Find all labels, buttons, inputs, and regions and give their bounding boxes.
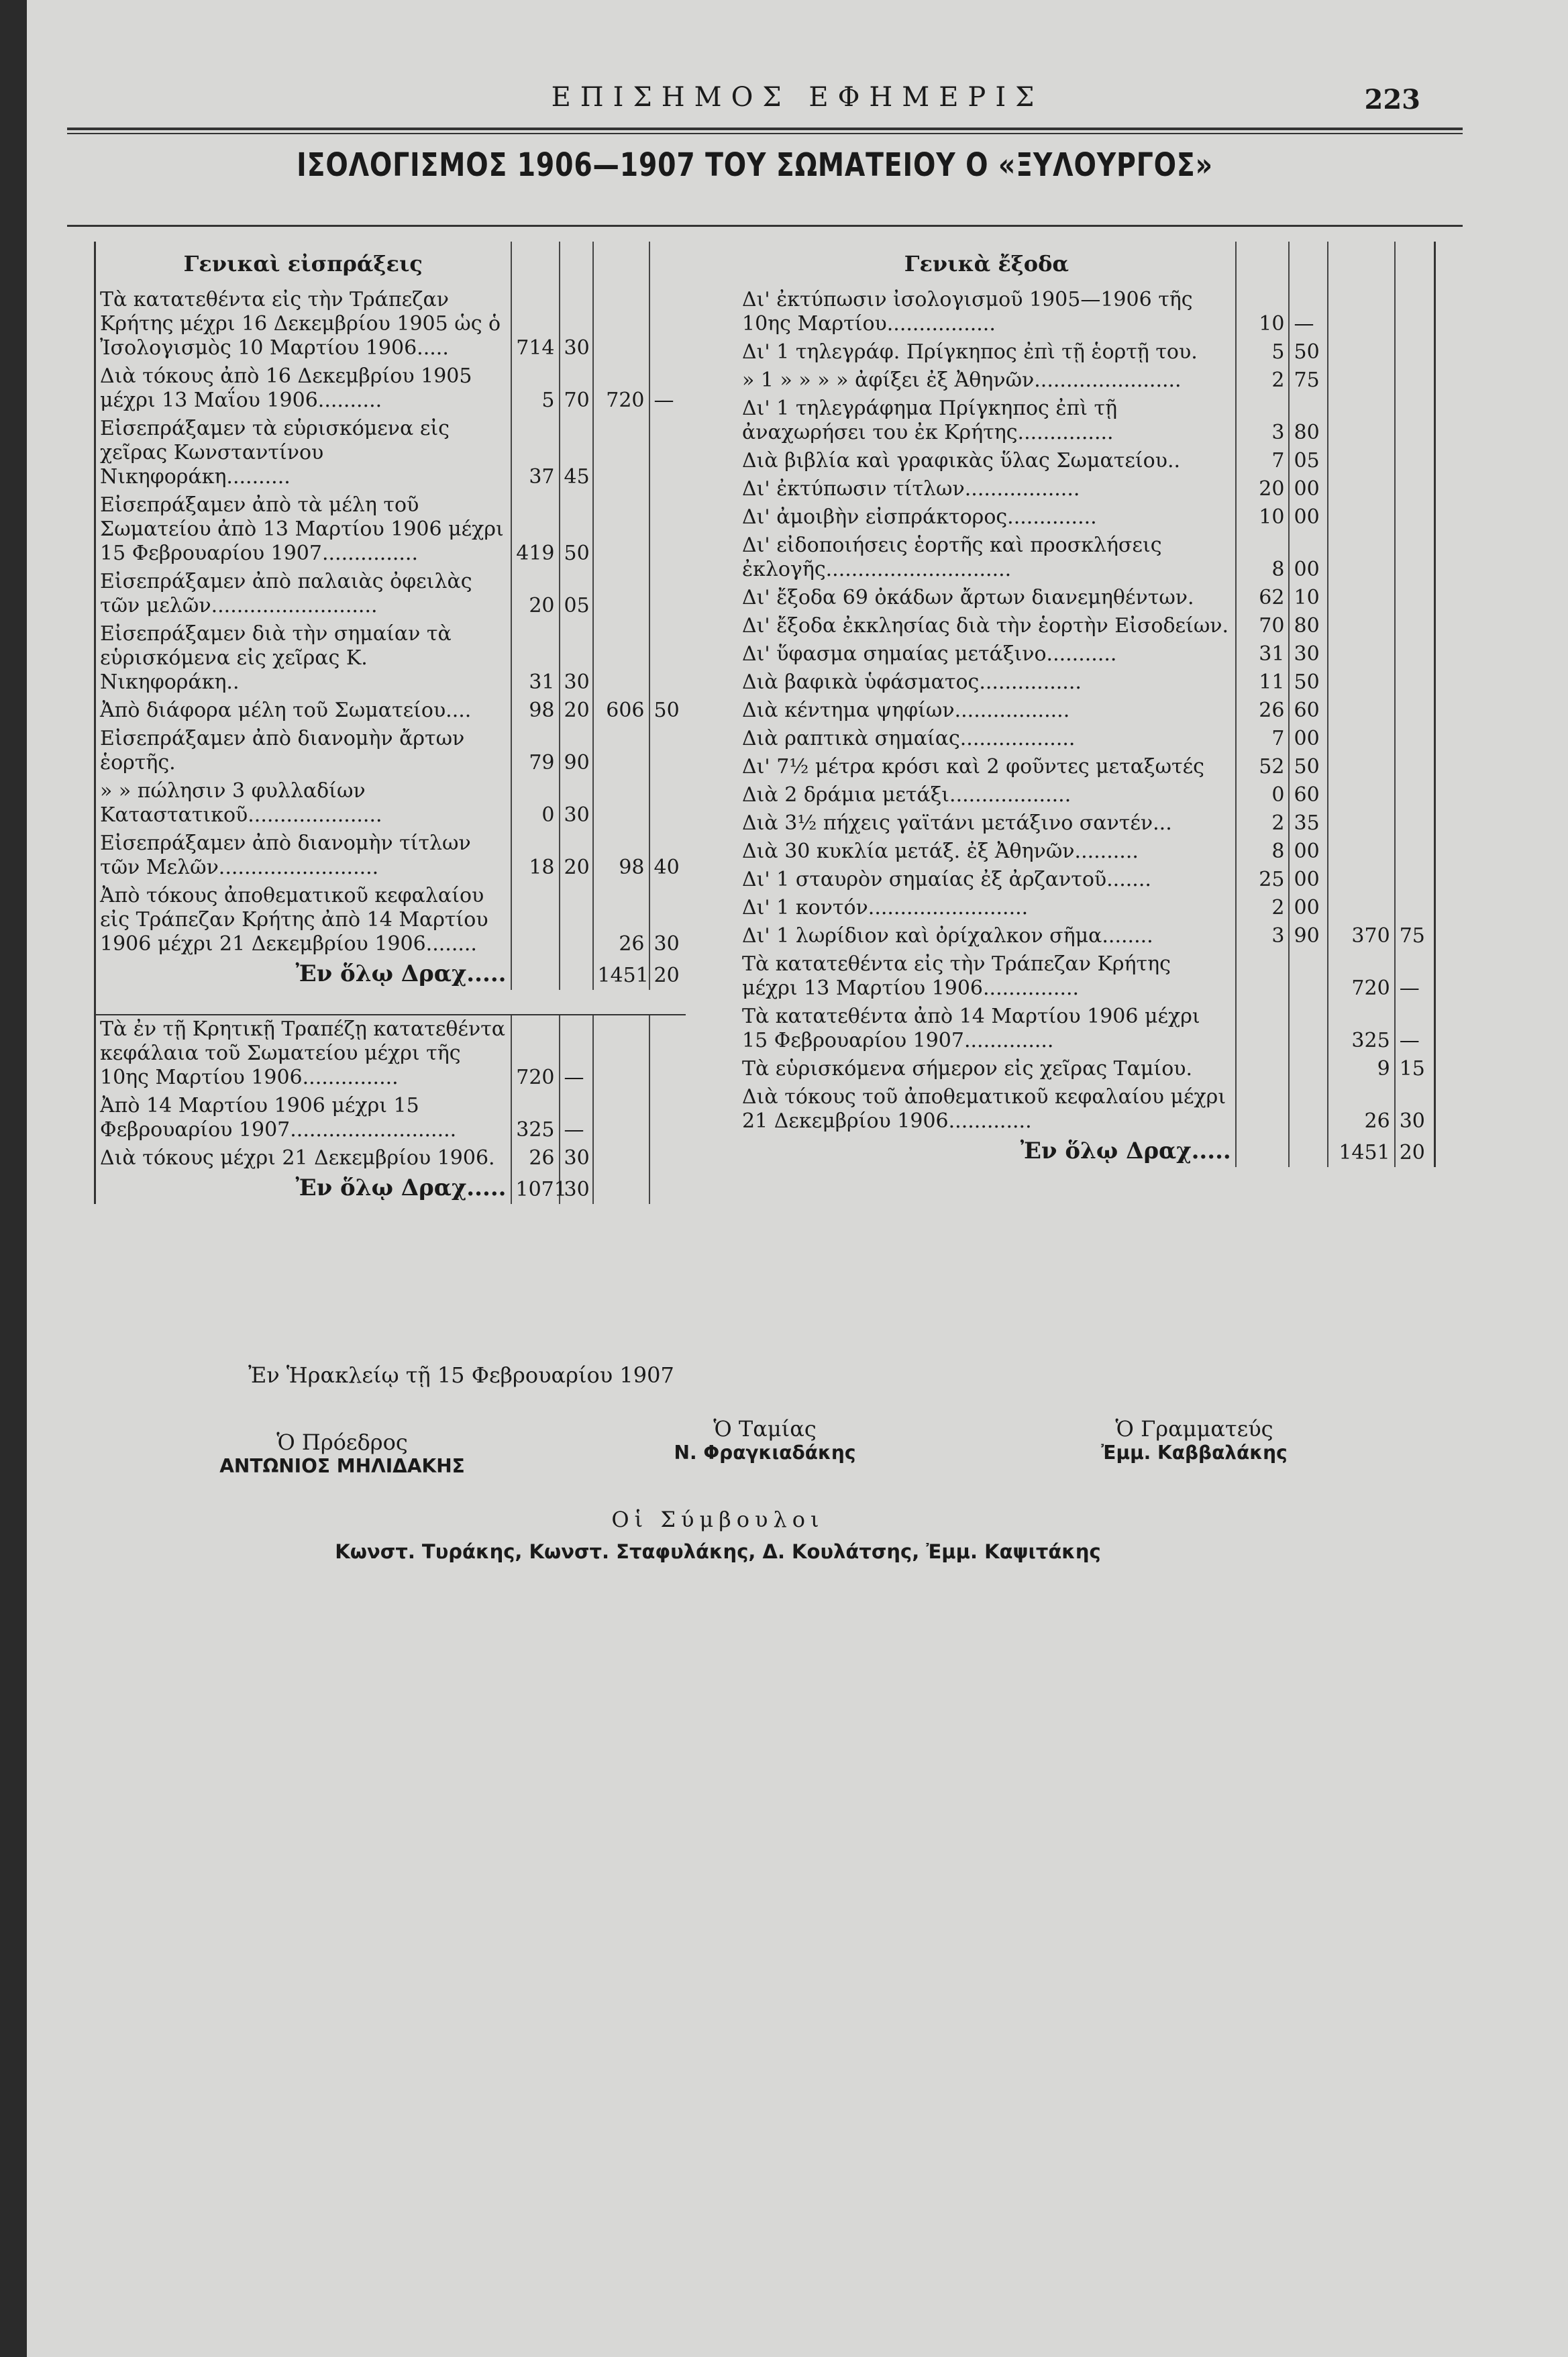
total-label: Ἐν ὅλῳ Δραχ..... xyxy=(295,1174,507,1202)
treasurer-role: Ὁ Ταμίας xyxy=(713,1416,817,1442)
amount-lepta: 00 xyxy=(1289,894,1328,922)
entry-description: Διὰ κέντημα ψηφίων.................. xyxy=(742,699,1070,723)
entry-description: » 1 » » » » ἀφίξει ἐξ Ἀθηνῶν....................... xyxy=(742,368,1182,393)
grand-total-lepta xyxy=(649,1172,686,1204)
amount-drachmas: 10 xyxy=(1236,503,1290,532)
grand-total-amount: 1451 xyxy=(1328,1136,1395,1167)
subtotal-lepta xyxy=(1395,503,1435,532)
subtotal-lepta: 30 xyxy=(1395,1083,1435,1136)
amount-lepta xyxy=(1289,1083,1328,1136)
subtotal-drachmas xyxy=(1328,809,1395,838)
subtotal-lepta xyxy=(1395,640,1435,668)
amount-lepta: 30 xyxy=(560,620,593,697)
subtotal-lepta xyxy=(649,415,686,491)
counsel-title: Οἱ Σύμβουλοι xyxy=(611,1507,825,1532)
entry-description: Δι' ἔξοδα 69 ὀκάδων ἄρτων διανεμηθέντων. xyxy=(742,586,1194,610)
total-row xyxy=(95,1172,686,1204)
amount-drachmas: 419 xyxy=(511,491,560,568)
subtotal-drachmas xyxy=(1328,503,1395,532)
ledger-row xyxy=(95,777,686,830)
grand-total-amount xyxy=(593,1172,649,1204)
ledger-row xyxy=(95,286,686,362)
subtotal-lepta: — xyxy=(649,362,686,415)
subtotal-lepta xyxy=(1395,753,1435,781)
amount-drachmas: 25 xyxy=(1236,866,1290,894)
amount-lepta: 00 xyxy=(1289,532,1328,584)
spacer-row xyxy=(95,990,686,1015)
amount-lepta xyxy=(560,882,593,958)
amount-drachmas: 20 xyxy=(511,568,560,620)
amount-lepta: 20 xyxy=(560,697,593,725)
amount-drachmas: 2 xyxy=(1236,366,1290,395)
ledger-row xyxy=(738,447,1435,475)
subtotal-lepta: — xyxy=(1395,950,1435,1003)
amount-lepta: 50 xyxy=(1289,668,1328,697)
ledger-row xyxy=(95,882,686,958)
ledger-row xyxy=(738,781,1435,809)
amount-drachmas: 3 xyxy=(1236,395,1290,447)
amount-lepta: 00 xyxy=(1289,503,1328,532)
empty-cell xyxy=(1236,242,1290,286)
subtotal-lepta: 40 xyxy=(649,830,686,882)
entry-description: Τὰ εὑρισκόμενα σήμερον εἰς χεῖρας Ταμίου. xyxy=(742,1057,1193,1081)
subtotal-drachmas xyxy=(1328,725,1395,753)
amount-drachmas: 325 xyxy=(511,1092,560,1144)
ledger-row xyxy=(95,1015,686,1092)
subtotal-lepta: 30 xyxy=(649,882,686,958)
empty-cell xyxy=(593,242,649,286)
counsel-names: Κωνστ. Τυράκης, Κωνστ. Σταφυλάκης, Δ. Κουλάτσης, Ἐμμ. Καψιτάκης xyxy=(335,1540,1101,1563)
amount-drachmas: 98 xyxy=(511,697,560,725)
entry-description: Διὰ βιβλία καὶ γραφικὰς ὕλας Σωματείου.. xyxy=(742,449,1181,473)
ledger-row xyxy=(738,338,1435,366)
entry-description: Τὰ κατατεθέντα ἀπὸ 14 Μαρτίου 1906 μέχρι 15 Φεβρουαρίου 1907.............. xyxy=(742,1005,1200,1053)
amount-lepta: 50 xyxy=(560,491,593,568)
subtotal-lepta xyxy=(1395,584,1435,612)
amount-lepta xyxy=(1289,1055,1328,1083)
grand-total-amount: 1451 xyxy=(593,958,649,990)
amount-lepta: — xyxy=(560,1015,593,1092)
entry-description: Δι' ἔξοδα ἐκκλησίας διὰ τὴν ἑορτὴν Εἰσοδείων. xyxy=(742,614,1229,638)
total-label: Ἐν ὅλῳ Δραχ..... xyxy=(295,960,507,988)
entry-description: Εἰσεπράξαμεν τὰ εὑρισκόμενα εἰς χεῖρας Κωνσταντίνου Νικηφοράκη.......... xyxy=(100,417,450,489)
ledger-row xyxy=(95,362,686,415)
entry-description: Ἀπὸ διάφορα μέλη τοῦ Σωματείου.... xyxy=(100,699,472,723)
subtotal-drachmas xyxy=(593,1092,649,1144)
subtotal-drachmas xyxy=(1328,640,1395,668)
subtotal-lepta xyxy=(1395,781,1435,809)
entry-description: Τὰ κατατεθέντα εἰς τὴν Τράπεζαν Κρήτης μέχρι 16 Δεκεμβρίου 1905 ὡς ὁ Ἰσολογισμὸς 10 Μαρτίου 1906..... xyxy=(100,288,501,360)
amount-lepta: 75 xyxy=(1289,366,1328,395)
amount-drachmas xyxy=(1236,950,1290,1003)
amount-lepta: 00 xyxy=(1289,838,1328,866)
subtotal-lepta xyxy=(1395,838,1435,866)
amount-lepta: 45 xyxy=(560,415,593,491)
subtotal-drachmas: 26 xyxy=(593,882,649,958)
ledger-row xyxy=(738,584,1435,612)
subtotal-drachmas xyxy=(1328,894,1395,922)
entry-description: Δι' 1 τηλεγράφ. Πρίγκηπος ἐπὶ τῇ ἑορτῇ του. xyxy=(742,340,1198,364)
amount-lepta: 30 xyxy=(560,1144,593,1172)
empty-cell xyxy=(649,242,686,286)
newspaper-page xyxy=(27,0,1568,2357)
treasurer-signature xyxy=(604,1416,926,1464)
subtotal-drachmas xyxy=(1328,753,1395,781)
subtotal-drachmas xyxy=(593,725,649,777)
entry-description: Εἰσεπράξαμεν ἀπὸ τὰ μέλη τοῦ Σωματείου ἀπὸ 13 Μαρτίου 1906 μέχρι 15 Φεβρουαρίου 1907............... xyxy=(100,493,504,566)
income-heading-row xyxy=(95,242,686,286)
total-label: Ἐν ὅλῳ Δραχ..... xyxy=(1020,1138,1231,1165)
entry-description: Δι' 7½ μέτρα κρόσι καὶ 2 φοῦντες μεταξωτές xyxy=(742,755,1204,779)
amount-lepta: 35 xyxy=(1289,809,1328,838)
total-amount xyxy=(1236,1136,1290,1167)
subtotal-drachmas xyxy=(593,286,649,362)
subtotal-drachmas xyxy=(593,777,649,830)
subtotal-drachmas xyxy=(1328,475,1395,503)
amount-drachmas: 20 xyxy=(1236,475,1290,503)
subtotal-lepta xyxy=(1395,532,1435,584)
ledger-row xyxy=(738,838,1435,866)
president-role: Ὁ Πρόεδρος xyxy=(276,1430,408,1455)
entry-description: Δι' 1 κοντόν......................... xyxy=(742,896,1029,920)
amount-drachmas: 79 xyxy=(511,725,560,777)
subtotal-drachmas: 720 xyxy=(1328,950,1395,1003)
ledger-row xyxy=(738,753,1435,781)
subtotal-lepta xyxy=(1395,809,1435,838)
header-rule xyxy=(67,128,1463,130)
place-date: Ἐν Ἡρακλείῳ τῇ 15 Φεβρουαρίου 1907 xyxy=(248,1362,674,1388)
subtotal-drachmas xyxy=(593,568,649,620)
empty-cell xyxy=(560,242,593,286)
subtotal-lepta xyxy=(1395,338,1435,366)
ledger-row xyxy=(95,1092,686,1144)
subtotal-lepta xyxy=(649,568,686,620)
ledger-row xyxy=(738,503,1435,532)
amount-drachmas: 2 xyxy=(1236,809,1290,838)
entry-description: Ἀπὸ τόκους ἀποθεματικοῦ κεφαλαίου εἰς Τράπεζαν Κρήτης ἀπὸ 14 Μαρτίου 1906 μέχρι 21 Δεκεμβρίου 1906........ xyxy=(100,884,488,956)
subtotal-lepta xyxy=(649,286,686,362)
subtotal-drachmas xyxy=(1328,366,1395,395)
amount-lepta: 20 xyxy=(560,830,593,882)
subtotal-lepta xyxy=(649,725,686,777)
amount-drachmas: 26 xyxy=(511,1144,560,1172)
ledger-row xyxy=(95,620,686,697)
ledger-row xyxy=(738,922,1435,950)
amount-lepta: 05 xyxy=(560,568,593,620)
entry-description: Δι' 1 λωρίδιον καὶ ὀρίχαλκον σῆμα........ xyxy=(742,924,1153,948)
amount-drachmas: 52 xyxy=(1236,753,1290,781)
expenses-heading-row xyxy=(738,242,1435,286)
amount-drachmas: 5 xyxy=(511,362,560,415)
subtotal-lepta xyxy=(649,777,686,830)
ledger-row xyxy=(738,950,1435,1003)
subtotal-lepta: 50 xyxy=(649,697,686,725)
ledger-row xyxy=(95,568,686,620)
section-heading: Γενικαὶ εἰσπράξεις xyxy=(183,251,423,277)
subtotal-drachmas xyxy=(1328,866,1395,894)
amount-lepta: 90 xyxy=(560,725,593,777)
amount-lepta: 00 xyxy=(1289,866,1328,894)
amount-drachmas xyxy=(1236,1083,1290,1136)
section-heading: Γενικὰ ἔξοδα xyxy=(904,251,1069,277)
subtotal-drachmas xyxy=(1328,447,1395,475)
total-lepta: 30 xyxy=(560,1172,593,1204)
subtotal-drachmas: 9 xyxy=(1328,1055,1395,1083)
amount-drachmas xyxy=(1236,1055,1290,1083)
header-rule-thin xyxy=(67,133,1463,134)
subtotal-drachmas xyxy=(1328,395,1395,447)
amount-drachmas: 3 xyxy=(1236,922,1290,950)
treasurer-name: Ν. Φραγκιαδάκης xyxy=(674,1442,856,1464)
entry-description: Διὰ βαφικὰ ὑφάσματος................ xyxy=(742,670,1082,695)
entry-description: Εἰσεπράξαμεν ἀπὸ παλαιὰς ὀφειλὰς τῶν μελῶν.......................... xyxy=(100,570,472,618)
amount-lepta: — xyxy=(1289,286,1328,338)
subtotal-drachmas: 26 xyxy=(1328,1083,1395,1136)
subtotal-drachmas xyxy=(593,1144,649,1172)
subtotal-lepta xyxy=(649,1144,686,1172)
ledger-row xyxy=(95,830,686,882)
amount-lepta: 60 xyxy=(1289,781,1328,809)
amount-drachmas: 18 xyxy=(511,830,560,882)
entry-description: Διὰ τόκους τοῦ ἀποθεματικοῦ κεφαλαίου μέχρι 21 Δεκεμβρίου 1906............. xyxy=(742,1085,1226,1134)
amount-drachmas: 0 xyxy=(511,777,560,830)
subtotal-drachmas xyxy=(593,491,649,568)
empty-cell xyxy=(1289,242,1328,286)
secretary-role: Ὁ Γραμματεύς xyxy=(1115,1416,1273,1442)
subtotal-lepta xyxy=(649,1092,686,1144)
empty-cell xyxy=(1328,242,1395,286)
subtotal-drachmas xyxy=(1328,286,1395,338)
ledger-row xyxy=(95,415,686,491)
amount-lepta xyxy=(1289,950,1328,1003)
subtotal-lepta xyxy=(1395,725,1435,753)
subtotal-lepta xyxy=(1395,894,1435,922)
subtotal-lepta xyxy=(1395,612,1435,640)
entry-description: Διὰ ραπτικὰ σημαίας.................. xyxy=(742,727,1076,751)
empty-cell xyxy=(1395,242,1435,286)
subtotal-lepta xyxy=(649,491,686,568)
amount-lepta: 50 xyxy=(1289,753,1328,781)
subtotal-drachmas: 720 xyxy=(593,362,649,415)
subtotal-lepta: 75 xyxy=(1395,922,1435,950)
amount-lepta: 80 xyxy=(1289,395,1328,447)
subtotal-lepta xyxy=(1395,668,1435,697)
president-name: ΑΝΤΩΝΙΟΣ ΜΗΛΙΔΑΚΗΣ xyxy=(219,1455,465,1477)
amount-lepta: 80 xyxy=(1289,612,1328,640)
table-top-rule xyxy=(67,225,1463,227)
subtotal-lepta xyxy=(649,620,686,697)
secretary-name: Ἐμμ. Καββαλάκης xyxy=(1101,1442,1288,1464)
amount-drachmas xyxy=(1236,1003,1290,1055)
amount-drachmas: 8 xyxy=(1236,532,1290,584)
entry-description: » » πώλησιν 3 φυλλαδίων Καταστατικοῦ..................... xyxy=(100,779,382,828)
amount-drachmas: 26 xyxy=(1236,697,1290,725)
entry-description: Διὰ 30 κυκλία μετάξ. ἐξ Ἀθηνῶν.......... xyxy=(742,840,1139,864)
ledger-row xyxy=(738,640,1435,668)
total-lepta xyxy=(1289,1136,1328,1167)
subtotal-lepta xyxy=(1395,366,1435,395)
amount-drachmas: 0 xyxy=(1236,781,1290,809)
total-lepta xyxy=(560,958,593,990)
amount-drachmas xyxy=(511,882,560,958)
amount-drachmas: 31 xyxy=(511,620,560,697)
subtotal-drachmas xyxy=(1328,338,1395,366)
amount-drachmas: 7 xyxy=(1236,447,1290,475)
balance-sheet-headline: ΙΣΟΛΟΓΙΣΜΟΣ 1906—1907 ΤΟΥ ΣΩΜΑΤΕΙΟΥ Ο «ΞΥΛΟΥΡΓΟΣ» xyxy=(297,146,1213,184)
subtotal-lepta xyxy=(1395,395,1435,447)
amount-lepta: 30 xyxy=(1289,640,1328,668)
entry-description: Δι' ἀμοιβὴν εἰσπράκτορος.............. xyxy=(742,505,1097,530)
amount-lepta: 30 xyxy=(560,286,593,362)
grand-total-lepta: 20 xyxy=(649,958,686,990)
subtotal-drachmas xyxy=(1328,781,1395,809)
entry-description: Εἰσεπράξαμεν διὰ τὴν σημαίαν τὰ εὑρισκόμενα εἰς χεῖρας Κ. Νικηφοράκη.. xyxy=(100,622,452,695)
subtotal-drachmas xyxy=(1328,532,1395,584)
empty-cell xyxy=(511,242,560,286)
amount-drachmas: 714 xyxy=(511,286,560,362)
secretary-signature xyxy=(1047,1416,1342,1464)
entry-description: Τὰ ἐν τῇ Κρητικῇ Τραπέζῃ κατατεθέντα κεφάλαια τοῦ Σωματείου μέχρι τῆς 10ης Μαρτίου 1906............... xyxy=(100,1017,506,1090)
amount-drachmas: 720 xyxy=(511,1015,560,1092)
subtotal-drachmas xyxy=(1328,697,1395,725)
entry-description: Διὰ 2 δράμια μετάξι................... xyxy=(742,783,1072,807)
entry-description: Δι' ὕφασμα σημαίας μετάξινο........... xyxy=(742,642,1117,666)
total-row xyxy=(95,958,686,990)
entry-description: Τὰ κατατεθέντα εἰς τὴν Τράπεζαν Κρήτης μέχρι 13 Μαρτίου 1906............... xyxy=(742,952,1171,1001)
subtotal-drachmas: 98 xyxy=(593,830,649,882)
subtotal-lepta xyxy=(1395,475,1435,503)
subtotal-drachmas xyxy=(593,415,649,491)
subtotal-lepta xyxy=(649,1015,686,1092)
amount-drachmas: 7 xyxy=(1236,725,1290,753)
entry-description: Δι' εἰδοποιήσεις ἑορτῆς καὶ προσκλήσεις ἐκλογῆς............................. xyxy=(742,534,1162,582)
income-table xyxy=(94,242,686,1204)
amount-lepta: 00 xyxy=(1289,475,1328,503)
amount-lepta xyxy=(1289,1003,1328,1055)
ledger-row xyxy=(738,894,1435,922)
amount-drachmas: 11 xyxy=(1236,668,1290,697)
subtotal-drachmas xyxy=(1328,584,1395,612)
ledger-row xyxy=(738,612,1435,640)
subtotal-drachmas: 325 xyxy=(1328,1003,1395,1055)
entry-description: Διὰ τόκους μέχρι 21 Δεκεμβρίου 1906. xyxy=(100,1146,495,1170)
ledger-row xyxy=(95,491,686,568)
subtotal-lepta xyxy=(1395,286,1435,338)
entry-description: Διὰ 3½ πήχεις γαϊτάνι μετάξινο σαντέν... xyxy=(742,811,1172,836)
subtotal-drachmas: 370 xyxy=(1328,922,1395,950)
running-title: ΕΠΙΣΗΜΟΣ ΕΦΗΜΕΡΙΣ xyxy=(551,82,1044,113)
entry-description: Εἰσεπράξαμεν ἀπὸ διανομὴν ἄρτων ἑορτῆς. xyxy=(100,727,465,775)
total-row xyxy=(738,1136,1435,1167)
subtotal-lepta xyxy=(1395,866,1435,894)
amount-drachmas: 2 xyxy=(1236,894,1290,922)
ledger-row xyxy=(738,286,1435,338)
entry-description: Δι' ἐκτύπωσιν τίτλων.................. xyxy=(742,477,1080,501)
subtotal-lepta xyxy=(1395,697,1435,725)
amount-lepta: 90 xyxy=(1289,922,1328,950)
entry-description: Δι' 1 σταυρὸν σημαίας ἐξ ἀρζαντοῦ....... xyxy=(742,868,1151,892)
ledger-row xyxy=(95,697,686,725)
subtotal-drachmas xyxy=(593,620,649,697)
subtotal-drachmas xyxy=(1328,838,1395,866)
amount-drachmas: 70 xyxy=(1236,612,1290,640)
amount-lepta: 00 xyxy=(1289,725,1328,753)
amount-lepta: 10 xyxy=(1289,584,1328,612)
ledger-row xyxy=(738,725,1435,753)
ledger-row xyxy=(738,697,1435,725)
amount-lepta: 50 xyxy=(1289,338,1328,366)
amount-drachmas: 10 xyxy=(1236,286,1290,338)
expenses-table xyxy=(738,242,1436,1167)
amount-drachmas: 5 xyxy=(1236,338,1290,366)
subtotal-lepta: 15 xyxy=(1395,1055,1435,1083)
ledger-row xyxy=(738,866,1435,894)
ledger-row xyxy=(738,366,1435,395)
subtotal-drachmas xyxy=(593,1015,649,1092)
amount-lepta: 30 xyxy=(560,777,593,830)
amount-lepta: 60 xyxy=(1289,697,1328,725)
total-amount xyxy=(511,958,560,990)
ledger-row xyxy=(738,1055,1435,1083)
president-signature xyxy=(201,1430,483,1477)
ledger-row xyxy=(738,532,1435,584)
ledger-row xyxy=(738,809,1435,838)
amount-drachmas: 31 xyxy=(1236,640,1290,668)
ledger-row xyxy=(738,475,1435,503)
ledger-row xyxy=(95,725,686,777)
page-number: 223 xyxy=(1364,84,1420,115)
amount-lepta: 70 xyxy=(560,362,593,415)
entry-description: Διὰ τόκους ἀπὸ 16 Δεκεμβρίου 1905 μέχρι 13 Μαΐου 1906.......... xyxy=(100,364,472,413)
subtotal-drachmas xyxy=(1328,612,1395,640)
subtotal-lepta xyxy=(1395,447,1435,475)
ledger-row xyxy=(738,1003,1435,1055)
entry-description: Ἀπὸ 14 Μαρτίου 1906 μέχρι 15 Φεβρουαρίου 1907.......................... xyxy=(100,1094,457,1142)
entry-description: Δι' ἐκτύπωσιν ἰσολογισμοῦ 1905—1906 τῆς 10ης Μαρτίου................. xyxy=(742,288,1193,336)
amount-drachmas: 62 xyxy=(1236,584,1290,612)
ledger-row xyxy=(738,395,1435,447)
subtotal-lepta: — xyxy=(1395,1003,1435,1055)
subtotal-drachmas xyxy=(1328,668,1395,697)
amount-lepta: — xyxy=(560,1092,593,1144)
amount-drachmas: 37 xyxy=(511,415,560,491)
amount-lepta: 05 xyxy=(1289,447,1328,475)
amount-drachmas: 8 xyxy=(1236,838,1290,866)
ledger-row xyxy=(95,1144,686,1172)
total-amount: 1071 xyxy=(511,1172,560,1204)
ledger-row xyxy=(738,1083,1435,1136)
entry-description: Εἰσεπράξαμεν ἀπὸ διανομὴν τίτλων τῶν Μελῶν......................... xyxy=(100,832,471,880)
entry-description: Δι' 1 τηλεγράφημα Πρίγκηπος ἐπὶ τῇ ἀναχωρήσει του ἐκ Κρήτης............... xyxy=(742,397,1118,445)
ledger-row xyxy=(738,668,1435,697)
grand-total-lepta: 20 xyxy=(1395,1136,1435,1167)
subtotal-drachmas: 606 xyxy=(593,697,649,725)
